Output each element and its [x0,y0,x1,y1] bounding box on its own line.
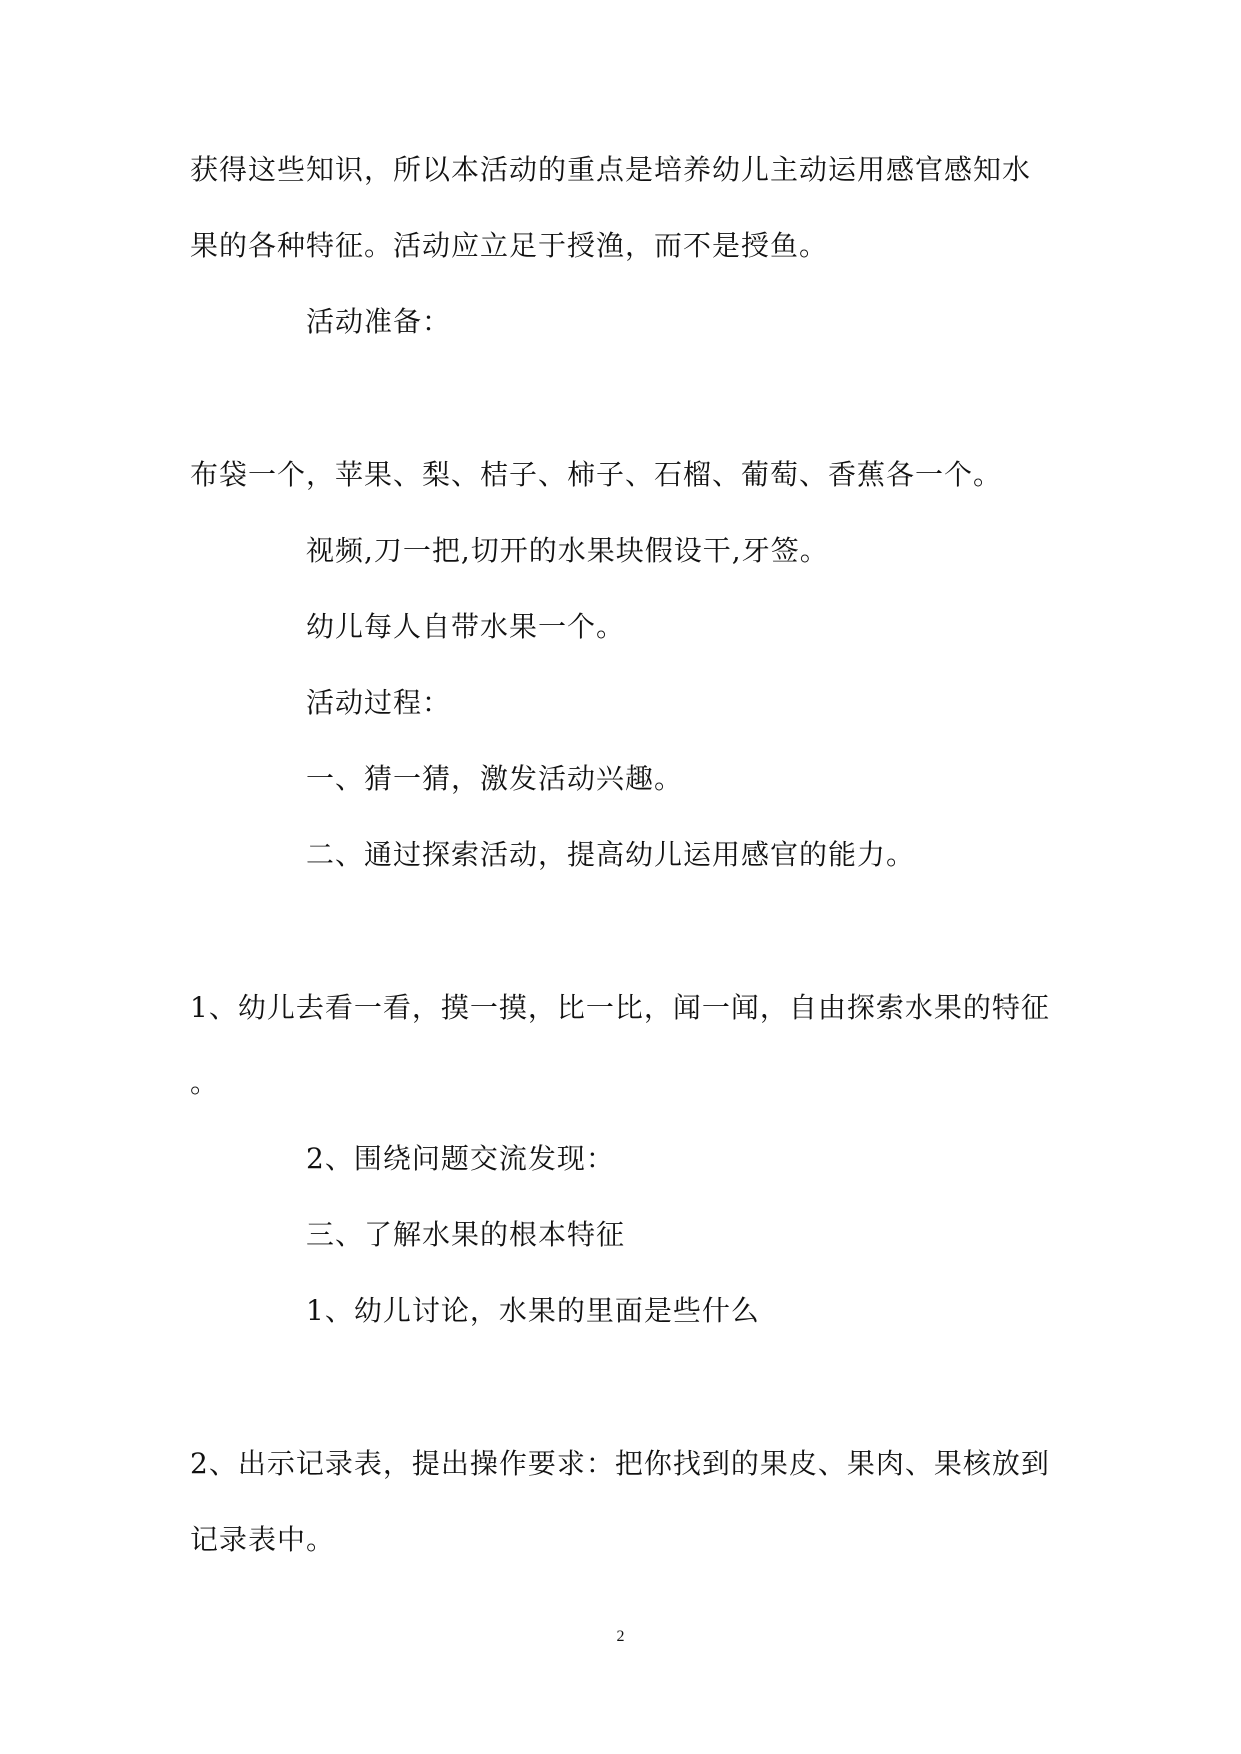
paragraph-line: 果的各种特征。活动应立足于授渔，而不是授鱼。 [190,229,829,262]
paragraph-line: 布袋一个，苹果、梨、桔子、柿子、石榴、葡萄、香蕉各一个。 [190,458,1003,491]
section-heading: 活动过程： [306,686,452,719]
list-item: 2、出示记录表，提出操作要求：把你找到的果皮、果肉、果核放到 [190,1447,1050,1480]
paragraph-line: 视频,刀一把,切开的水果块假设干,牙签。 [306,534,829,567]
paragraph-line: 幼儿每人自带水果一个。 [306,610,626,643]
list-item: 三、了解水果的根本特征 [306,1218,626,1251]
page-number: 2 [616,1628,625,1645]
paragraph-line: 。 [190,1066,220,1099]
list-item: 1、幼儿讨论，水果的里面是些什么 [306,1294,760,1327]
list-item: 1、幼儿去看一看，摸一摸，比一比，闻一闻，自由探索水果的特征 [190,991,1050,1024]
section-heading: 活动准备： [306,305,452,338]
paragraph-line: 记录表中。 [190,1523,336,1556]
list-item: 2、围绕问题交流发现： [306,1142,615,1175]
list-item: 一、猜一猜，激发活动兴趣。 [306,762,684,795]
list-item: 二、通过探索活动，提高幼儿运用感官的能力。 [306,838,916,871]
paragraph-line: 获得这些知识，所以本活动的重点是培养幼儿主动运用感官感知水 [190,153,1032,186]
